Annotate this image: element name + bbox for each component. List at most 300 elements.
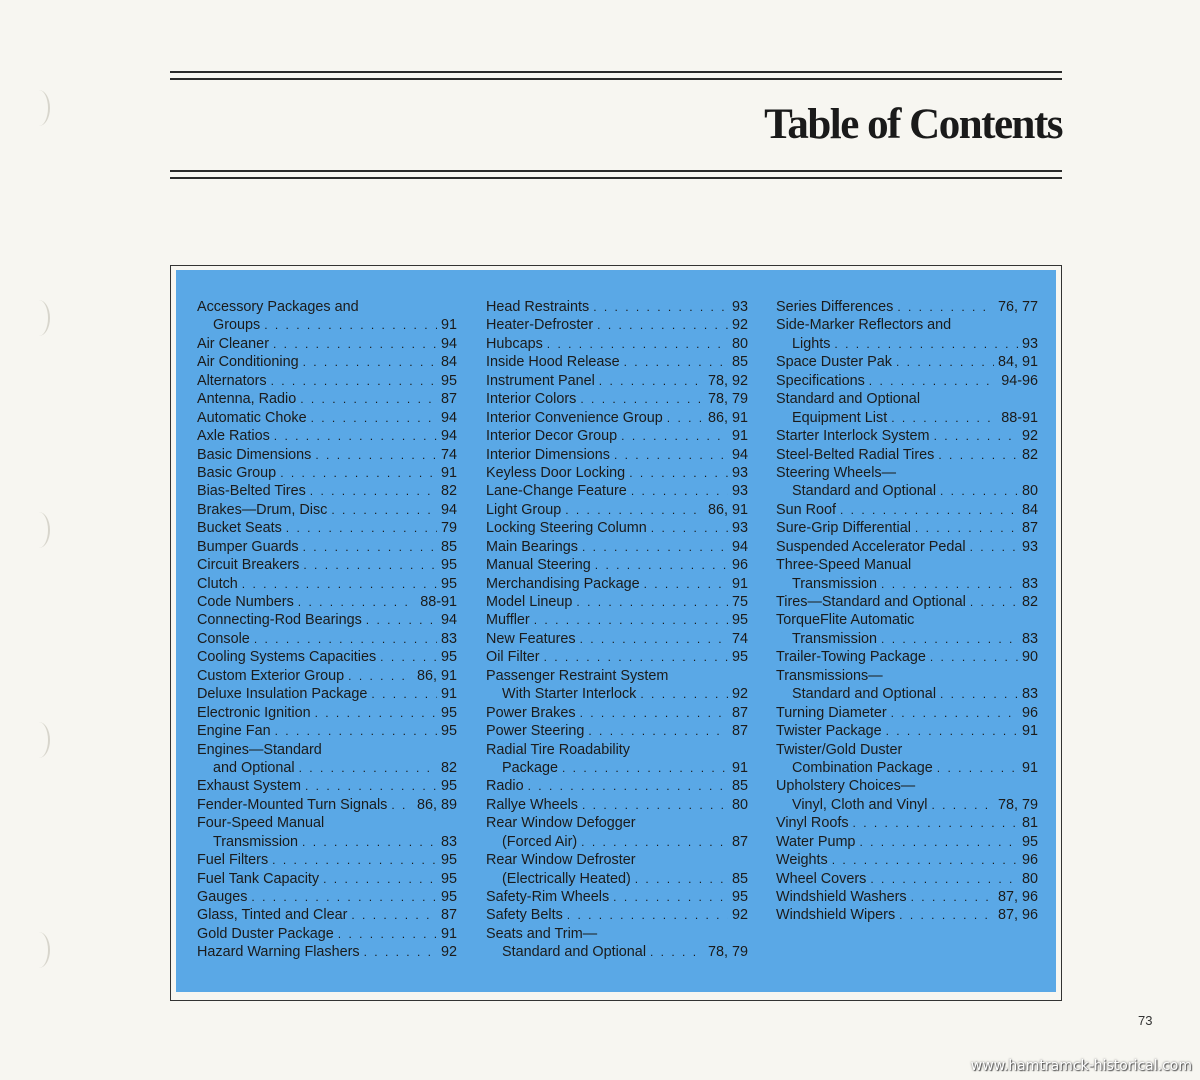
contents-entry [197, 888, 457, 906]
page-title: Table of Contents [764, 101, 1062, 148]
dot-leader [251, 888, 437, 906]
dot-leader [870, 870, 1018, 888]
dot-leader [300, 390, 437, 408]
dot-leader [303, 556, 437, 574]
entry-page: 79 [440, 520, 457, 537]
header-rule-top-inner [170, 78, 1062, 80]
entry-page: 78, 79 [707, 391, 748, 408]
entry-label: Sure-Grip Differential [776, 520, 911, 537]
dot-leader [274, 427, 437, 445]
contents-entry [776, 777, 1038, 795]
entry-label: (Electrically Heated) [502, 870, 631, 887]
dot-leader [576, 593, 728, 611]
entry-label: Basic Dimensions [197, 446, 312, 463]
entry-page: 87 [1021, 520, 1038, 537]
entry-page: 74 [440, 446, 457, 463]
dot-leader [911, 888, 994, 906]
dot-leader [940, 685, 1018, 703]
entry-page: 95 [440, 704, 457, 721]
contents-entry [197, 814, 457, 832]
contents-entry [197, 593, 457, 611]
dot-leader [640, 685, 728, 703]
entry-label: Hubcaps [486, 335, 543, 352]
entry-label: Power Steering [486, 723, 585, 740]
dot-leader [588, 722, 728, 740]
contents-entry [197, 870, 457, 888]
contents-entry [197, 501, 457, 519]
contents-entry [776, 906, 1038, 924]
entry-page: 82 [440, 759, 457, 776]
dot-leader [286, 519, 437, 537]
entry-page: 96 [1021, 704, 1038, 721]
contents-entry [197, 446, 457, 464]
entry-page: 96 [731, 557, 748, 574]
dot-leader [305, 777, 437, 795]
entry-label: Rear Window Defroster [486, 852, 636, 869]
entry-label: Engines—Standard [197, 741, 322, 758]
dot-leader [593, 298, 728, 316]
dot-leader [613, 888, 728, 906]
entry-label: Custom Exterior Group [197, 667, 345, 684]
contents-entry [776, 667, 1038, 685]
entry-label: Muffler [486, 612, 530, 629]
contents-entry [486, 464, 748, 482]
entry-page: 91 [440, 317, 457, 334]
dot-leader [348, 667, 413, 685]
entry-page: 95 [440, 889, 457, 905]
entry-label: Electronic Ignition [197, 704, 311, 721]
contents-entry [486, 888, 748, 906]
entry-page: 93 [1021, 538, 1038, 555]
dot-leader [303, 353, 437, 371]
contents-entry [776, 870, 1038, 888]
dot-leader [582, 796, 728, 814]
entry-label: (Forced Air) [502, 833, 578, 850]
dot-leader [272, 851, 437, 869]
contents-column-2 [486, 298, 748, 962]
dot-leader [897, 298, 994, 316]
entry-label: Engine Fan [197, 723, 271, 740]
contents-entry [197, 777, 457, 795]
entry-page: 90 [1021, 649, 1038, 666]
contents-entry [197, 630, 457, 648]
contents-entry [776, 427, 1038, 445]
contents-entry [486, 870, 748, 888]
contents-entry [197, 353, 457, 371]
contents-entry [776, 353, 1038, 371]
entry-page: 94 [440, 409, 457, 426]
dot-leader [651, 519, 728, 537]
entry-label: Model Lineup [486, 594, 573, 610]
dot-leader [595, 556, 728, 574]
entry-label: Tires—Standard and Optional [776, 594, 966, 610]
entry-label: Specifications [776, 372, 865, 389]
entry-label: With Starter Interlock [502, 686, 637, 703]
entry-page: 91 [731, 428, 748, 445]
entry-page: 78, 92 [707, 372, 748, 389]
contents-entry [486, 851, 748, 869]
entry-page: 94 [440, 428, 457, 445]
contents-entry [486, 335, 748, 353]
entry-page: 95 [440, 723, 457, 740]
contents-entry [776, 630, 1038, 648]
dot-leader [311, 409, 437, 427]
entry-page: 85 [731, 870, 748, 887]
entry-page: 95 [731, 649, 748, 666]
contents-entry [197, 464, 457, 482]
entry-label: Standard and Optional [776, 391, 921, 408]
entry-page: 93 [731, 520, 748, 537]
contents-entry [776, 593, 1038, 611]
contents-entry [486, 906, 748, 924]
contents-entry [197, 298, 457, 316]
dot-leader [323, 870, 437, 888]
contents-entry [776, 316, 1038, 334]
dot-leader [364, 943, 437, 961]
contents-entry [197, 925, 457, 943]
entry-label: Seats and Trim— [486, 925, 598, 942]
entry-label: Air Conditioning [197, 354, 299, 371]
contents-entry [776, 814, 1038, 832]
dot-leader [391, 796, 413, 814]
entry-page: 94 [731, 446, 748, 463]
contents-entry [776, 575, 1038, 593]
entry-page: 91 [440, 464, 457, 481]
dot-leader [650, 943, 704, 961]
entry-label: Trailer-Towing Package [776, 649, 926, 666]
entry-label: Steering Wheels— [776, 464, 896, 481]
entry-page: 95 [440, 372, 457, 389]
entry-page: 84, 91 [997, 354, 1038, 371]
entry-page: 87, 96 [997, 889, 1038, 905]
entry-label: Side-Marker Reflectors and [776, 317, 952, 334]
dot-leader [275, 722, 437, 740]
dot-leader [891, 704, 1018, 722]
contents-entry [486, 316, 748, 334]
entry-label: Console [197, 630, 250, 647]
contents-entry [486, 722, 748, 740]
entry-label: Accessory Packages and [197, 299, 359, 315]
contents-entry [486, 741, 748, 759]
entry-label: Fuel Tank Capacity [197, 870, 320, 887]
entry-label: Weights [776, 852, 828, 869]
entry-page: 91 [731, 575, 748, 592]
entry-label: Light Group [486, 501, 562, 518]
entry-label: Main Bearings [486, 538, 578, 555]
entry-label: Hazard Warning Flashers [197, 944, 360, 961]
contents-entry [197, 648, 457, 666]
dot-leader [915, 519, 1018, 537]
entry-label: Merchandising Package [486, 575, 640, 592]
dot-leader [338, 925, 437, 943]
dot-leader [624, 353, 728, 371]
entry-label: Circuit Breakers [197, 557, 300, 574]
entry-page: 95 [440, 870, 457, 887]
contents-entry [776, 648, 1038, 666]
dot-leader [886, 722, 1018, 740]
entry-label: Bias-Belted Tires [197, 483, 306, 500]
entry-label: Code Numbers [197, 594, 294, 610]
contents-entry [197, 833, 457, 851]
entry-page: 92 [440, 944, 457, 961]
entry-page: 83 [1021, 686, 1038, 703]
entry-label: Equipment List [792, 409, 888, 426]
entry-page: 78, 79 [997, 796, 1038, 813]
entry-page: 86, 91 [707, 501, 748, 518]
entry-label: Interior Convenience Group [486, 409, 663, 426]
contents-column-1 [197, 298, 457, 962]
contents-entry [486, 814, 748, 832]
entry-label: Wheel Covers [776, 870, 867, 887]
dot-leader [869, 372, 997, 390]
contents-entry [486, 390, 748, 408]
entry-page: 91 [1021, 759, 1038, 776]
dot-leader [254, 630, 437, 648]
contents-entry [486, 427, 748, 445]
entry-label: Interior Decor Group [486, 428, 618, 445]
entry-page: 92 [731, 317, 748, 334]
entry-page: 82 [1021, 446, 1038, 463]
entry-label: Twister/Gold Duster [776, 741, 903, 758]
entry-label: Instrument Panel [486, 372, 595, 389]
dot-leader [940, 482, 1018, 500]
contents-entry [197, 409, 457, 427]
dot-leader [302, 833, 437, 851]
entry-label: Clutch [197, 575, 238, 592]
dot-leader [970, 593, 1018, 611]
contents-entry [486, 501, 748, 519]
dot-leader [597, 316, 728, 334]
entry-page: 87, 96 [997, 907, 1038, 924]
entry-label: Heater-Defroster [486, 317, 594, 334]
contents-entry [776, 556, 1038, 574]
entry-label: Locking Steering Column [486, 520, 647, 537]
contents-entry [486, 575, 748, 593]
contents-entry [197, 335, 457, 353]
entry-label: Standard and Optional [502, 944, 647, 961]
entry-page: 88-91 [1001, 409, 1038, 426]
entry-page: 75 [731, 594, 748, 610]
contents-entry [486, 943, 748, 961]
contents-entry [776, 741, 1038, 759]
contents-entry [776, 759, 1038, 777]
entry-label: Starter Interlock System [776, 428, 930, 445]
entry-page: 87 [731, 723, 748, 740]
entry-label: Twister Package [776, 723, 882, 740]
dot-leader [938, 446, 1018, 464]
entry-label: Sun Roof [776, 501, 837, 518]
entry-page: 91 [440, 925, 457, 942]
entry-page: 87 [731, 704, 748, 721]
dot-leader [544, 648, 728, 666]
entry-label: Space Duster Pak [776, 354, 892, 371]
entry-label: Vinyl Roofs [776, 815, 849, 832]
entry-page: 95 [731, 612, 748, 629]
contents-entry [486, 446, 748, 464]
dot-leader [931, 796, 994, 814]
contents-entry [197, 575, 457, 593]
contents-entry [776, 446, 1038, 464]
entry-label: Gold Duster Package [197, 925, 334, 942]
page-number: 73 [1138, 1013, 1153, 1028]
entry-page: 80 [1021, 870, 1038, 887]
dot-leader [614, 446, 728, 464]
dot-leader [331, 501, 437, 519]
contents-entry [197, 759, 457, 777]
contents-entry [776, 298, 1038, 316]
contents-entry [197, 943, 457, 961]
entry-label: Windshield Wipers [776, 907, 896, 924]
binder-hole [28, 512, 50, 548]
entry-page: 95 [1021, 833, 1038, 850]
entry-label: Keyless Door Locking [486, 464, 626, 481]
contents-entry [776, 501, 1038, 519]
contents-entry [197, 427, 457, 445]
contents-entry [486, 372, 748, 390]
dot-leader [937, 759, 1018, 777]
entry-label: Bucket Seats [197, 520, 282, 537]
contents-entry [486, 519, 748, 537]
entry-page: 94 [440, 612, 457, 629]
dot-leader [562, 759, 728, 777]
entry-label: Automatic Choke [197, 409, 307, 426]
entry-label: Cooling Systems Capacities [197, 649, 377, 666]
entry-page: 94 [440, 335, 457, 352]
dot-leader [315, 446, 437, 464]
entry-label: Three-Speed Manual [776, 557, 912, 574]
entry-label: Radio [486, 778, 524, 795]
entry-page: 87 [440, 907, 457, 924]
contents-entry [197, 390, 457, 408]
dot-leader [315, 704, 437, 722]
entry-label: Safety Belts [486, 907, 563, 924]
dot-leader [242, 575, 437, 593]
contents-entry [486, 648, 748, 666]
contents-entry [197, 667, 457, 685]
dot-leader [581, 833, 728, 851]
entry-page: 85 [440, 538, 457, 555]
dot-leader [310, 482, 437, 500]
entry-label: Axle Ratios [197, 428, 270, 445]
entry-page: 87 [440, 391, 457, 408]
entry-page: 95 [440, 649, 457, 666]
entry-page: 80 [731, 335, 748, 352]
entry-label: Interior Dimensions [486, 446, 610, 463]
contents-entry [197, 851, 457, 869]
contents-entry [197, 519, 457, 537]
entry-label: Transmission [792, 575, 878, 592]
dot-leader [853, 814, 1018, 832]
entry-label: Interior Colors [486, 391, 577, 408]
contents-entry [776, 464, 1038, 482]
entry-label: Transmissions— [776, 667, 883, 684]
entry-label: Brakes—Drum, Disc [197, 501, 328, 518]
dot-leader [273, 335, 437, 353]
entry-page: 80 [1021, 483, 1038, 500]
entry-label: Fuel Filters [197, 852, 269, 869]
entry-label: Lights [792, 335, 831, 352]
contents-entry [776, 611, 1038, 629]
dot-leader [264, 316, 437, 334]
contents-entry [486, 556, 748, 574]
entry-page: 74 [731, 630, 748, 647]
entry-page: 83 [1021, 630, 1038, 647]
entry-page: 82 [440, 483, 457, 500]
contents-entry [776, 722, 1038, 740]
dot-leader [567, 906, 728, 924]
contents-entry [486, 298, 748, 316]
dot-leader [896, 353, 994, 371]
binder-hole [28, 90, 50, 126]
dot-leader [930, 648, 1018, 666]
entry-label: Deluxe Insulation Package [197, 686, 368, 703]
entry-page: 96 [1021, 852, 1038, 869]
entry-label: Connecting-Rod Bearings [197, 612, 362, 629]
header-rule-top [170, 71, 1062, 73]
dot-leader [891, 409, 997, 427]
entry-label: Transmission [213, 833, 299, 850]
dot-leader [859, 833, 1018, 851]
dot-leader [299, 759, 437, 777]
entry-label: Rear Window Defogger [486, 815, 636, 832]
dot-leader [298, 593, 416, 611]
entry-label: TorqueFlite Automatic [776, 612, 915, 629]
contents-entry [776, 390, 1038, 408]
entry-page: 91 [1021, 723, 1038, 740]
dot-leader [528, 777, 728, 795]
dot-leader [366, 611, 437, 629]
entry-page: 92 [731, 686, 748, 703]
contents-column-3 [776, 298, 1038, 925]
entry-label: Rallye Wheels [486, 796, 578, 813]
contents-entry [486, 796, 748, 814]
entry-page: 93 [731, 299, 748, 315]
contents-entry [486, 593, 748, 611]
contents-entry [197, 316, 457, 334]
contents-entry [197, 722, 457, 740]
dot-leader [280, 464, 437, 482]
entry-label: Vinyl, Cloth and Vinyl [792, 796, 928, 813]
dot-leader [580, 390, 704, 408]
contents-entry [486, 353, 748, 371]
contents-entry [197, 556, 457, 574]
entry-page: 83 [440, 630, 457, 647]
dot-leader [371, 685, 437, 703]
dot-leader [580, 630, 728, 648]
entry-page: 86, 91 [416, 667, 457, 684]
binder-hole [28, 722, 50, 758]
contents-entry [486, 667, 748, 685]
binder-hole [28, 300, 50, 336]
watermark: www.hamtramck-historical.com [970, 1058, 1192, 1074]
entry-label: Antenna, Radio [197, 391, 297, 408]
dot-leader [599, 372, 704, 390]
header-rule-bottom-inner [170, 170, 1062, 172]
entry-label: Head Restraints [486, 299, 590, 315]
contents-entry [776, 519, 1038, 537]
contents-entry [776, 409, 1038, 427]
entry-page: 81 [1021, 815, 1038, 832]
contents-entry [776, 704, 1038, 722]
dot-leader [881, 575, 1018, 593]
entry-page: 76, 77 [997, 299, 1038, 315]
entry-page: 84 [440, 354, 457, 371]
entry-label: Basic Group [197, 464, 277, 481]
dot-leader [351, 906, 437, 924]
dot-leader [881, 630, 1018, 648]
entry-label: Power Brakes [486, 704, 576, 721]
entry-page: 91 [440, 686, 457, 703]
